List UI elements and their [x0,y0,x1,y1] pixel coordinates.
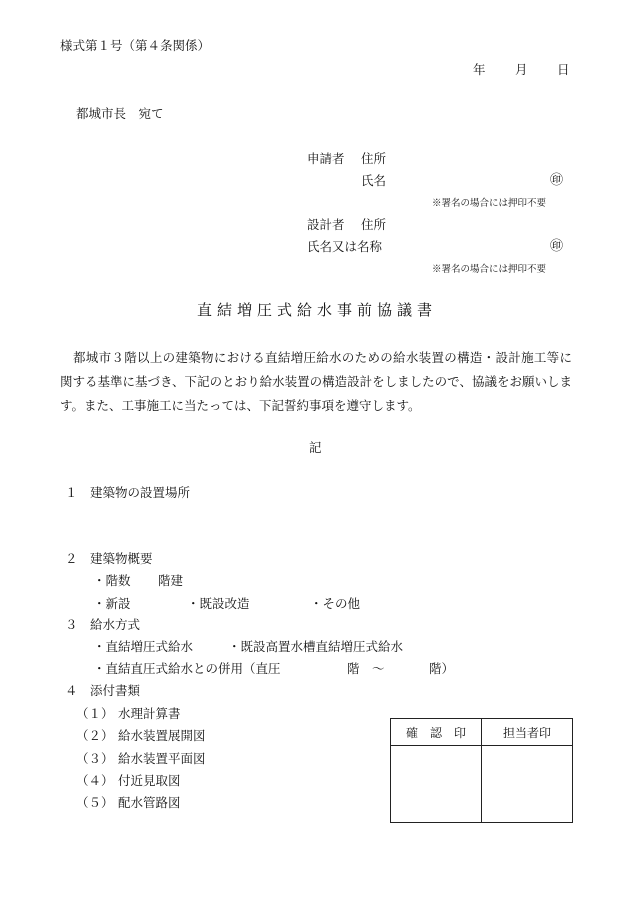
designer-seal-note: ※署名の場合には押印不要 [432,264,547,275]
section-3-number: ３ [65,617,78,632]
applicant-name-label: 氏名 [361,173,387,188]
supply-option-combined: ・直結直圧式給水との併用（直圧 [93,661,281,676]
option-new: ・新設 [93,596,131,611]
attachment-label: 給水装置展開図 [118,728,206,743]
section-2-number: ２ [65,551,78,566]
addressee: 都城市長 宛て [76,106,164,121]
section-1-number: １ [65,485,78,500]
attachment-number: （４） [76,773,114,788]
section-1-label: 建築物の設置場所 [90,485,191,500]
date-day-label: 日 [557,62,570,77]
applicant-seal-note: ※署名の場合には押印不要 [432,198,547,209]
staff-stamp-box[interactable] [482,746,573,823]
combined-floor-from: 階 ～ [347,661,385,676]
attachment-number: （２） [76,728,114,743]
applicant-address-label: 住所 [361,151,387,166]
form-number: 様式第１号（第４条関係） [60,38,211,53]
staff-stamp-header: 担当者印 [482,719,573,746]
designer-role: 設計者 [307,217,345,232]
ki-heading: 記 [309,440,322,455]
attachment-label: 配水管路図 [118,795,181,810]
attachment-number: （５） [76,795,114,810]
designer-address-label: 住所 [361,217,387,232]
supply-option-booster: ・直結増圧式給水 [93,639,194,654]
designer-name-label: 氏名又は名称 [307,239,383,254]
date-year-label: 年 [473,62,486,77]
document-title: 直結増圧式給水事前協議書 [197,301,438,319]
stamp-table [390,718,573,823]
combined-floor-to: 階） [429,661,455,676]
section-2-label: 建築物概要 [90,551,153,566]
option-renovation: ・既設改造 [187,596,250,611]
option-other: ・その他 [310,596,361,611]
confirm-stamp-box[interactable] [391,746,482,823]
attachment-number: （１） [76,706,114,721]
attachment-label: 付近見取図 [118,773,181,788]
section-4-label: 添付書類 [90,683,141,698]
date-month-label: 月 [515,62,528,77]
attachment-number: （３） [76,751,114,766]
floors-label: ・階数 [93,573,131,588]
body-paragraph: 都城市３階以上の建築物における直結増圧給水のための給水装置の構造・設計施工等に関する基準に基づき、下記のとおり給水装置の構造設計をしましたので、協議をお願いします。また、工事施工に当たっては、下記誓約事項を遵守します。 [60,350,572,413]
section-3-label: 給水方式 [90,617,141,632]
attachment-label: 給水装置平面図 [118,751,206,766]
section-4-number: ４ [65,683,78,698]
attachment-label: 水理計算書 [118,706,181,721]
designer-seal-mark: ㊞ [550,239,564,254]
confirm-stamp-header: 確 認 印 [391,719,482,746]
supply-option-existing-tank: ・既設高置水槽直結増圧式給水 [228,639,404,654]
applicant-role: 申請者 [307,151,345,166]
floors-unit: 階建 [158,573,184,588]
applicant-seal-mark: ㊞ [550,173,564,188]
